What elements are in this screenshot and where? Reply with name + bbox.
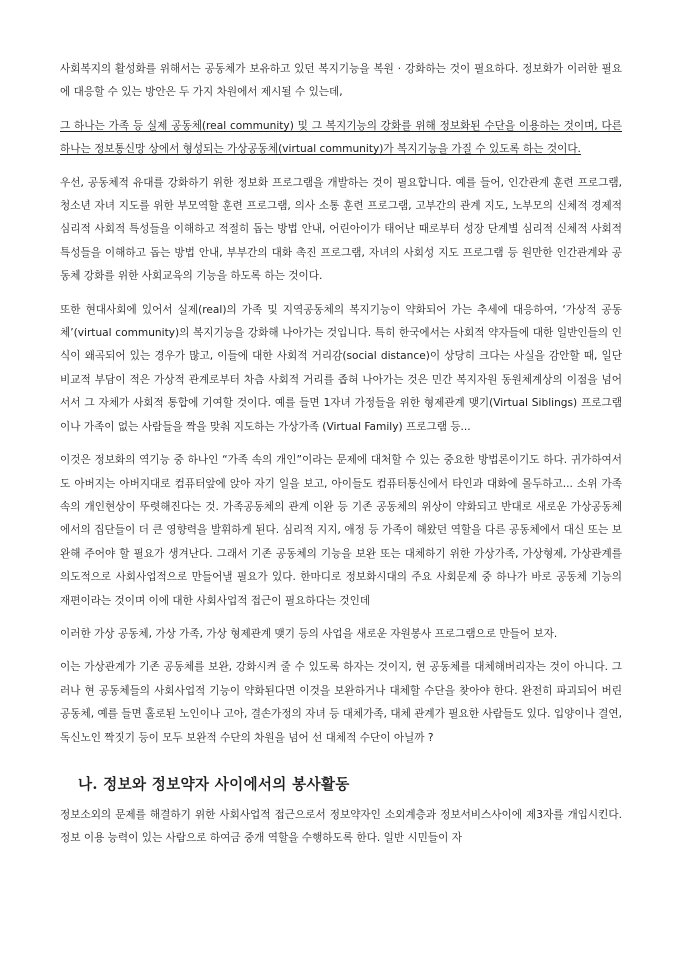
paragraph: 정보소외의 문제를 해결하기 위한 사회사업적 접근으로서 정보약자인 소외계층과 정보서비스사이에 제3자를 개입시킨다. 정보 이용 능력이 있는 사람으로 하여금 중개 역할을 수행하도록 한다. 일반 시민들이 자 xyxy=(60,808,622,845)
paragraph: 사회복지의 활성화를 위해서는 공동체가 보유하고 있던 복지기능을 복원 · 강화하는 것이 필요하다. 정보화가 이러한 필요에 대응할 수 있는 방안은 두 가지 차원에서 제시될 수 있는데, xyxy=(60,63,622,99)
paragraph: 이러한 가상 공동체, 가상 가족, 가상 형제관계 맺기 등의 사업을 새로운 자원봉사 프로그램으로 만들어 보자. xyxy=(60,627,558,640)
paragraph-underlined: 그 하나는 가족 등 실제 공동체(real community) 및 그 복지기능의 강화를 위해 정보화된 수단을 이용하는 것이며, 다른 하나는 정보통신망 상에서 형성되는 가상공동체(virtual community)가 복지기능을 가질 수 있도록 하는 것이다. xyxy=(60,119,622,156)
paragraph: 이는 가상관계가 기존 공동체를 보완, 강화시켜 줄 수 있도록 하자는 것이지, 현 공동체를 대체해버리자는 것이 아니다. 그러나 현 공동체들의 사회사업적 기능이 약화된다면 이것을 보완하거나 대체할 수단을 찾아야 한다. 완전히 파괴되어 버린 공동체, 예를 들면 홀로된 노인이나 고아, 결손가정의 자녀 등 대체가족, 대체 관계가 필요한 사람들도 있다. 입양이나 결연, 독신노인 짝짓기 등이 모두 보완적 수단의 차원을 넘어 선 대체적 수단이 아닐까 ? xyxy=(60,661,622,744)
paragraph: 또한 현대사회에 있어서 실제(real)의 가족 및 지역공동체의 복지기능이 약화되어 가는 추세에 대응하여, ‘가상적 공동체’(virtual community)의 복지기능을 강화해 나아가는 것입니다. 특히 한국에서는 사회적 약자들에 대한 일반인들의 인식이 왜곡되어 있는 경우가 많고, 이들에 대한 사회적 거리감(social distance)이 상당히 크다는 사실을 감안할 때, 일단 비교적 부담이 적은 가상적 관계로부터 차츰 사회적 거리를 좁혀 나아가는 것은 민간 복지자원 동원체계상의 이점을 넘어서서 그 자체가 사회적 통합에 기여할 것이다. 예를 들면 1자녀 가정들을 위한 형제관계 맺기(Virtual Siblings) 프로그램이나 가족이 없는 사람들을 짝을 맞춰 지도하는 가상가족 (Virtual Family) 프로그램 등... xyxy=(60,303,622,433)
document-page xyxy=(60,58,622,861)
paragraph: 우선, 공동체적 유대를 강화하기 위한 정보화 프로그램을 개발하는 것이 필요합니다. 예를 들어, 인간관계 훈련 프로그램, 청소년 자녀 지도를 위한 부모역할 훈련 프로그램, 의사 소통 훈련 프로그램, 고부간의 관계 지도, 노부모의 신체적 경제적 심리적 사회적 특성들을 이해하고 적절히 돕는 방법 안내, 어린아이가 태어난 때로부터 성장 단계별 심리적 신체적 사회적 특성들을 이해하고 돕는 방법 안내, 부부간의 대화 촉진 프로그램, 자녀의 사회성 지도 프로그램 등 원만한 인간관계와 공동체 강화를 위한 사회교육의 기능을 하도록 하는 것이다. xyxy=(60,176,622,283)
paragraph: 이것은 정보화의 역기능 중 하나인 “가족 속의 개인”이라는 문제에 대처할 수 있는 중요한 방법론이기도 하다. 귀가하여서도 아버지는 아버지대로 컴퓨터앞에 앉아 자기 일을 보고, 아이들도 컴퓨터통신에서 타인과 대화에 몰두하고... 소위 가족속의 개인현상이 뚜렷해진다는 것. 가족공동체의 관계 이완 등 기존 공동체의 위상이 약화되고 반대로 새로운 가상공동체에서의 집단들이 더 큰 영향력을 발휘하게 된다. 심리적 지지, 애정 등 가족이 해왔던 역할을 다른 공동체에서 대신 또는 보완해 주어야 할 필요가 생겨난다. 그래서 기존 공동체의 기능을 보완 또는 대체하기 위한 가상가족, 가상형제, 가상관계를 의도적으로 사회사업적으로 만들어낼 필요가 있다. 한마디로 정보화시대의 주요 사회문제 중 하나가 바로 공동체 기능의 재편이라는 것이며 이에 대한 사회사업적 접근이 필요하다는 것인데 xyxy=(60,454,622,607)
section-heading: 나. 정보와 정보약자 사이에서의 봉사활동 xyxy=(78,775,350,793)
